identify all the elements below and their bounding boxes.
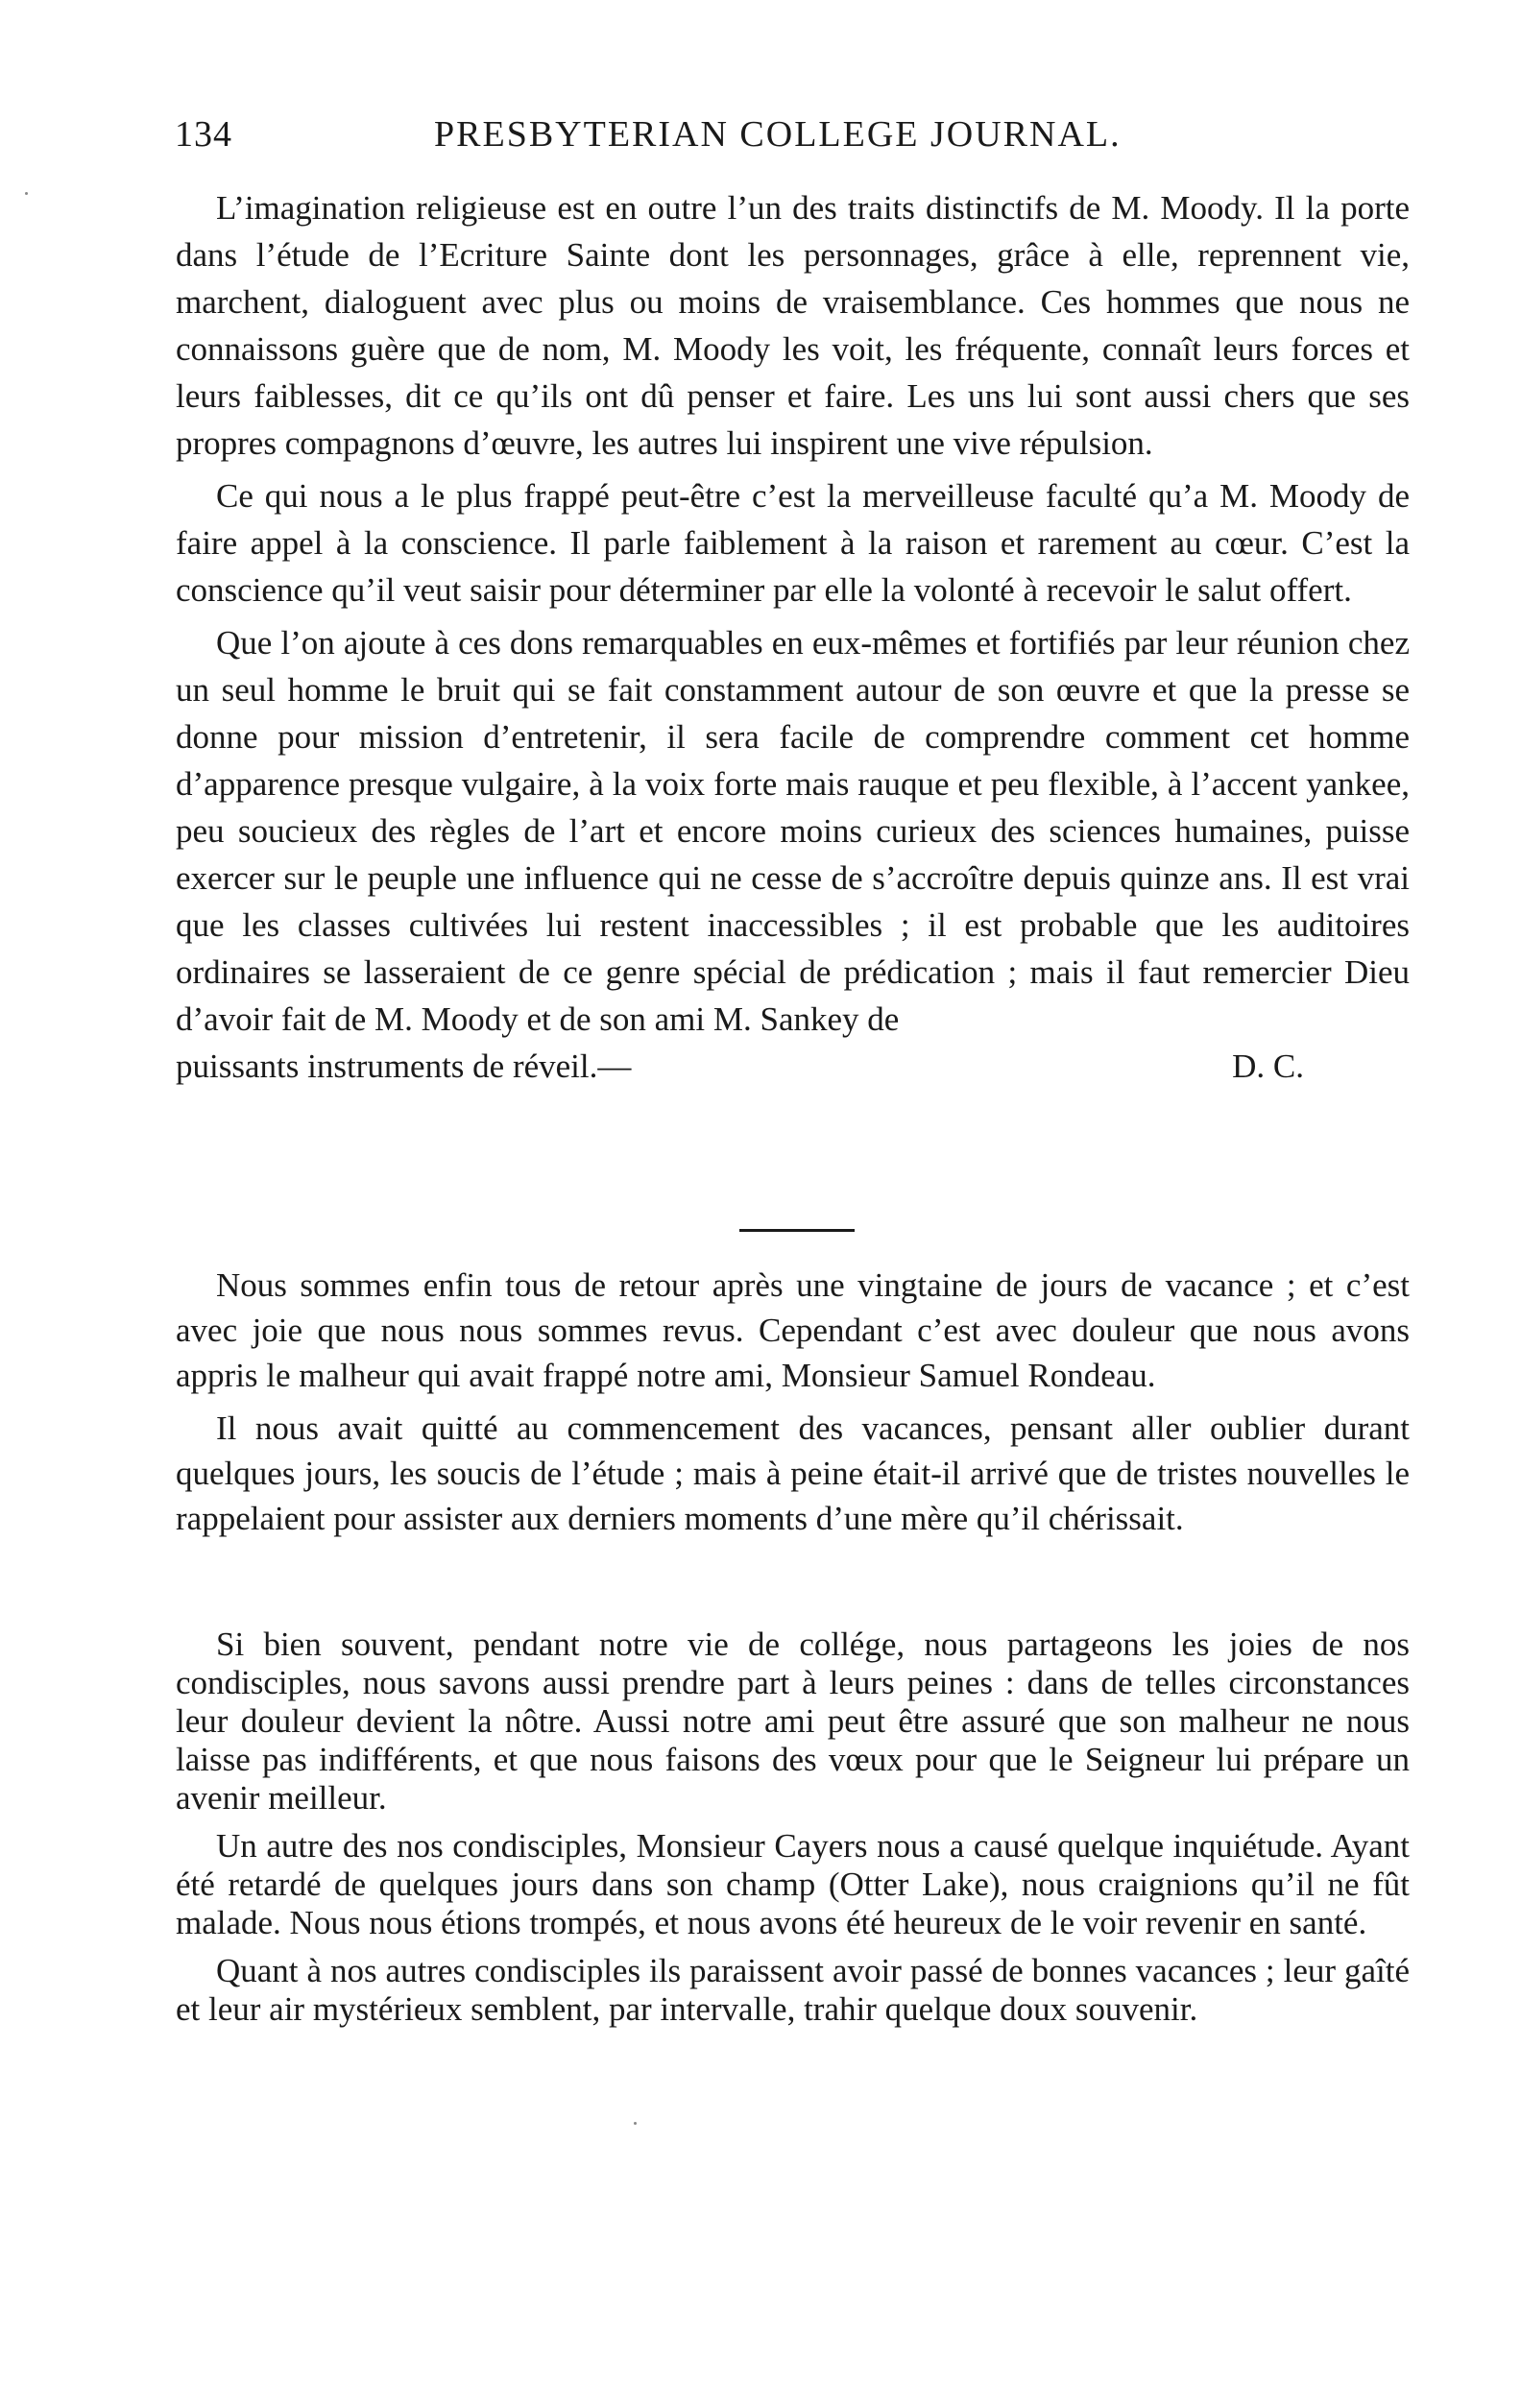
running-header [175,113,1183,171]
author-signature: D. C. [1232,1047,1304,1085]
section-divider [739,1229,855,1232]
college-news-intro [176,1263,1410,1541]
scan-speck [25,192,28,195]
paragraph: Il nous avait quitté au commencement des vacances, pensant aller oublier durant quelques jours, les soucis de l’étude ; mais à peine était-il arrivé que de tristes nouvelles le rappelaient pour assister aux derniers moments d’une mère qu’il chérissait. [176,1409,1410,1537]
paragraph: Nous sommes enfin tous de retour après une vingtaine de jours de vacance ; et c’est avec joie que nous nous sommes revus. Cependant c’est avec douleur que nous avons appris le malheur qui avait frappé notre ami, Monsieur Samuel Rondeau. [176,1266,1410,1394]
closing-text: puissants instruments de réveil.— [176,1047,632,1085]
moody-article [176,184,1410,1090]
paragraph: Ce qui nous a le plus frappé peut-être c’est la merveilleuse faculté qu’a M. Moody de faire appel à la conscience. Il parle faiblement à la raison et rarement au cœur. C’est la conscience qu’il veut saisir pour déterminer par elle la volonté à recevoir le salut offert. [176,477,1410,609]
scan-speck [634,2122,637,2125]
page-number: 134 [175,114,232,155]
paragraph: Un autre des nos condisciples, Monsieur Cayers nous a causé quelque inquiétude. Ayant été retardé de quelques jours dans son champ (Otter Lake), nous craignions qu’il ne fût malade. Nous nous étions trompés, et nous avons été heureux de le voir revenir en santé. [176,1827,1410,1941]
paragraph: Si bien souvent, pendant notre vie de collége, nous partageons les joies de nos condisciples, nous savons aussi prendre part à leurs peines : dans de telles circonstances leur douleur devient la nôtre. Aussi notre ami peut être assuré que son malheur ne nous laisse pas indifférents, et que nous faisons des vœux pour que le Seigneur lui prépare un avenir meilleur. [176,1625,1410,1817]
paragraph: L’imagination religieuse est en outre l’un des traits distinctifs de M. Moody. Il la porte dans l’étude de l’Ecriture Sainte dont les personnages, grâce à elle, reprennent vie, marchent, dialoguent avec plus ou moins de vraisemblance. Ces hommes que nous ne connaissons guère que de nom, M. Moody les voit, les fréquente, connaît leurs forces et leurs faiblesses, dit ce qu’ils ont dû penser et faire. Les uns lui sont aussi chers que ses propres compagnons d’œuvre, les autres lui inspirent une vive répulsion. [176,189,1410,462]
journal-title: PRESBYTERIAN COLLEGE JOURNAL. [434,114,1122,155]
college-news-continued [176,1625,1410,2038]
paragraph: Quant à nos autres condisciples ils paraissent avoir passé de bonnes vacances ; leur gaîté et leur air mystérieux semblent, par intervalle, trahir quelque doux souvenir. [176,1952,1410,2028]
paragraph: Que l’on ajoute à ces dons remarquables en eux-mêmes et fortifiés par leur réunion chez un seul homme le bruit qui se fait constamment autour de son œuvre et que la presse se donne pour mission d’entretenir, il sera facile de comprendre comment cet homme d’apparence presque vulgaire, à la voix forte mais rauque et peu flexible, à l’accent yankee, peu soucieux des règles de l’art et encore moins curieux des sciences humaines, puisse exercer sur le peuple une influence qui ne cesse de s’accroître depuis quinze ans. Il est vrai que les classes cultivées lui restent inaccessibles ; il est probable que les auditoires ordinaires se lasseraient de ce genre spécial de prédication ; mais il faut remercier Dieu d’avoir fait de M. Moody et de son ami M. Sankey de [176,624,1410,1038]
closing-line [176,1043,1410,1090]
